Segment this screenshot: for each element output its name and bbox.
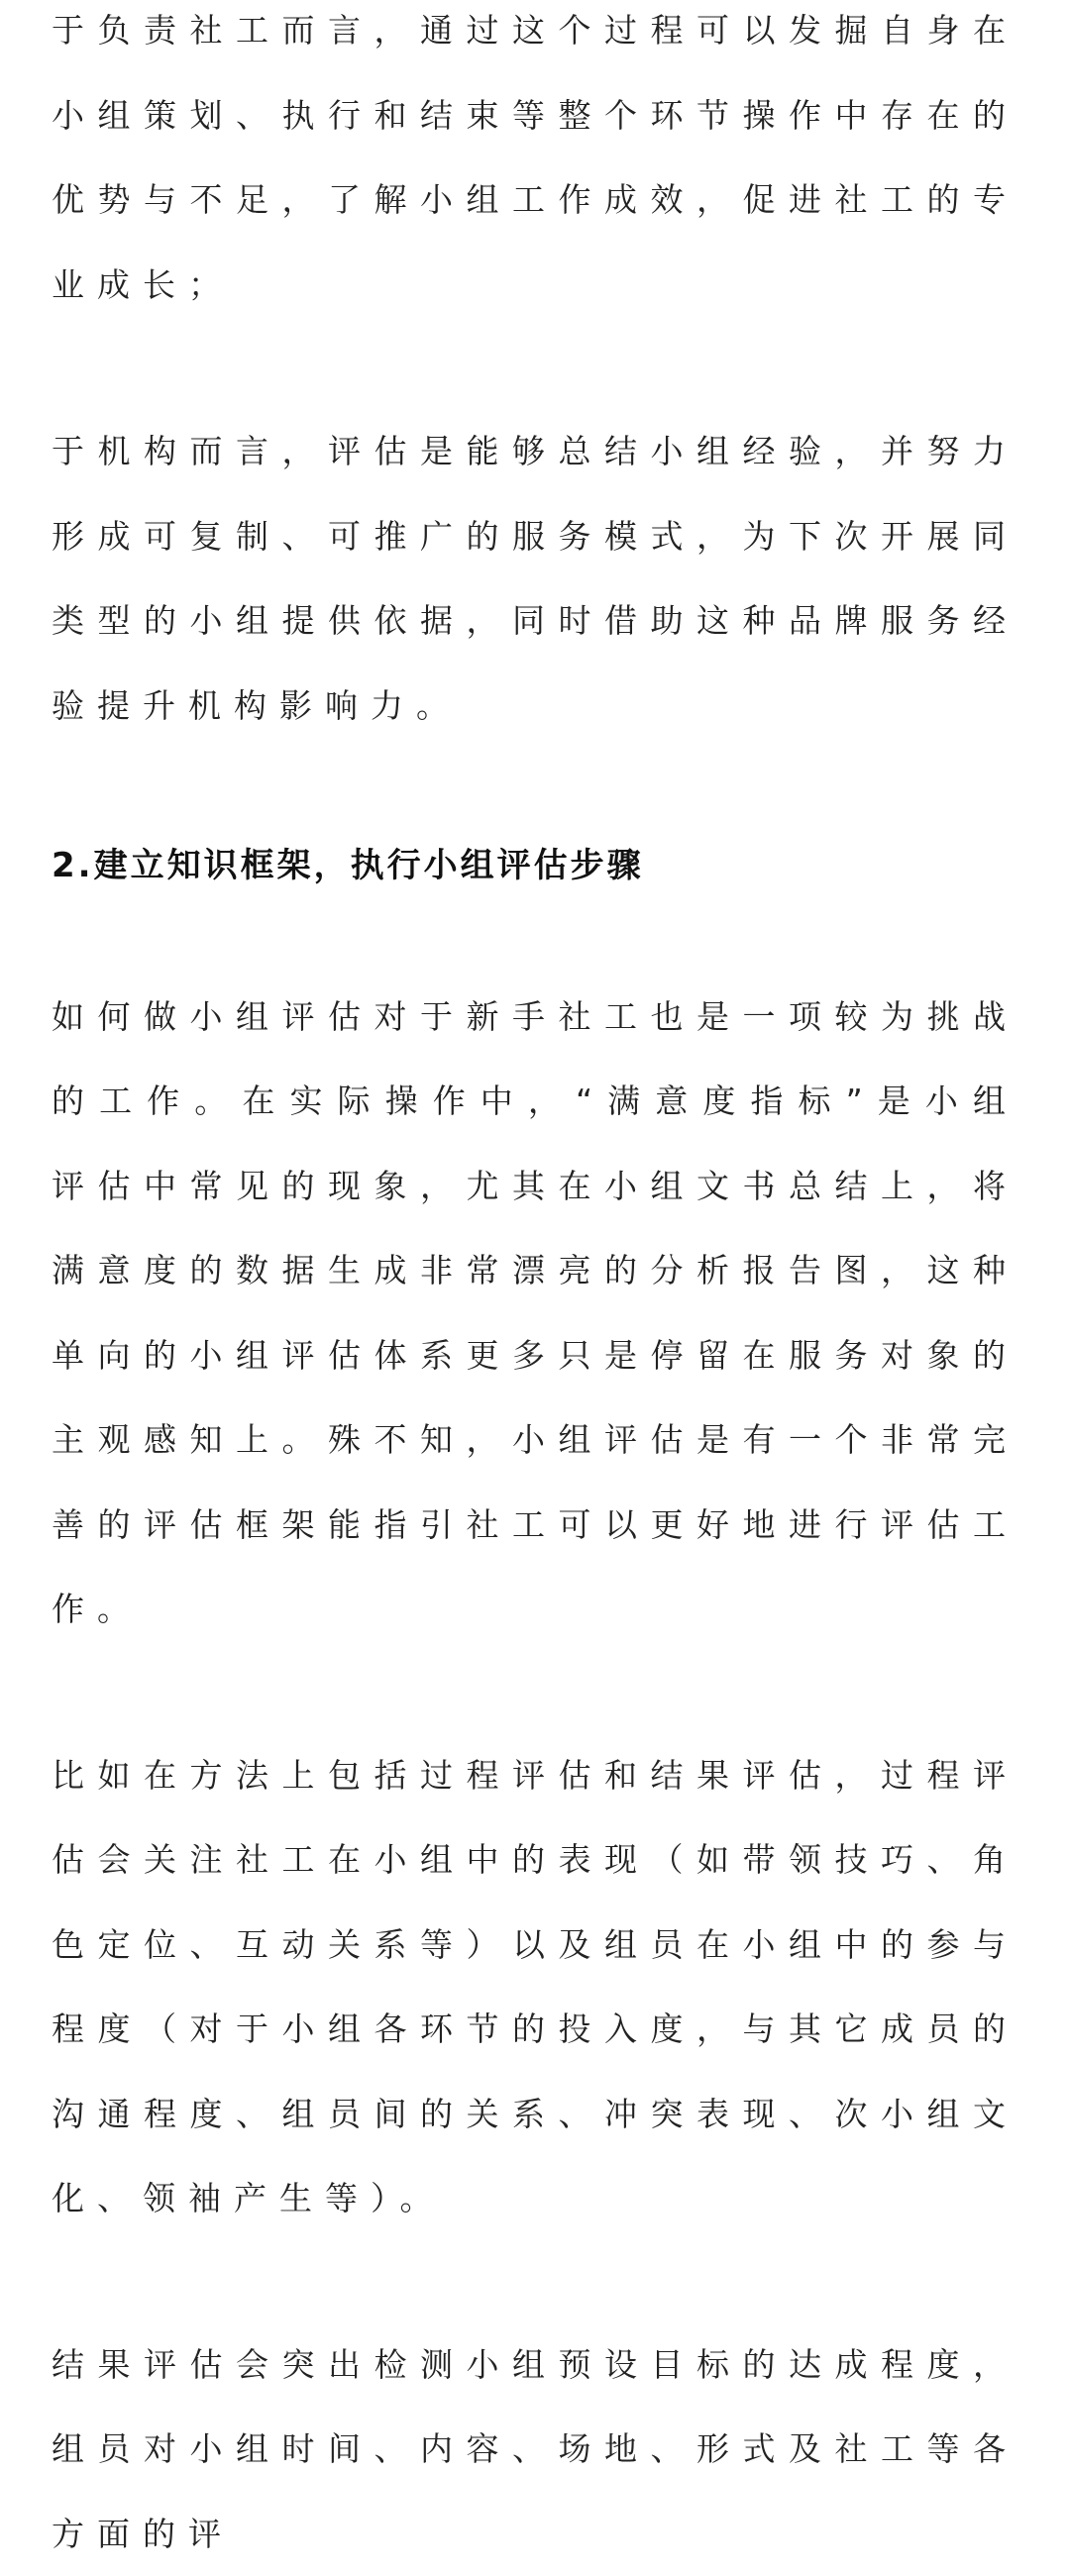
paragraph-outcome-evaluation: 结果评估会突出检测小组预设目标的达成程度，组员对小组时间、内容、场地、形式及社工等各方面的评 xyxy=(52,2322,1018,2576)
article-body xyxy=(52,0,1018,2576)
paragraph-social-worker-benefit: 于负责社工而言，通过这个过程可以发掘自身在小组策划、执行和结束等整个环节操作中存在的优势与不足，了解小组工作成效，促进社工的专业成长； xyxy=(52,0,1018,327)
paragraph-agency-benefit: 于机构而言，评估是能够总结小组经验，并努力形成可复制、可推广的服务模式，为下次开展同类型的小组提供依据，同时借助这种品牌服务经验提升机构影响力。 xyxy=(52,409,1018,748)
paragraph-process-evaluation: 比如在方法上包括过程评估和结果评估，过程评估会关注社工在小组中的表现（如带领技巧、角色定位、互动关系等）以及组员在小组中的参与程度（对于小组各环节的投入度，与其它成员的沟通程度、组员间的关系、冲突表现、次小组文化、领袖产生等）。 xyxy=(52,1733,1018,2241)
section-heading: 2.建立知识框架，执行小组评估步骤 xyxy=(52,824,1018,909)
paragraph-evaluation-challenge: 如何做小组评估对于新手社工也是一项较为挑战的工作。在实际操作中，“满意度指标”是小组评估中常见的现象，尤其在小组文书总结上，将满意度的数据生成非常漂亮的分析报告图，这种单向的小组评估体系更多只是停留在服务对象的主观感知上。殊不知，小组评估是有一个非常完善的评估框架能指引社工可以更好地进行评估工作。 xyxy=(52,975,1018,1652)
